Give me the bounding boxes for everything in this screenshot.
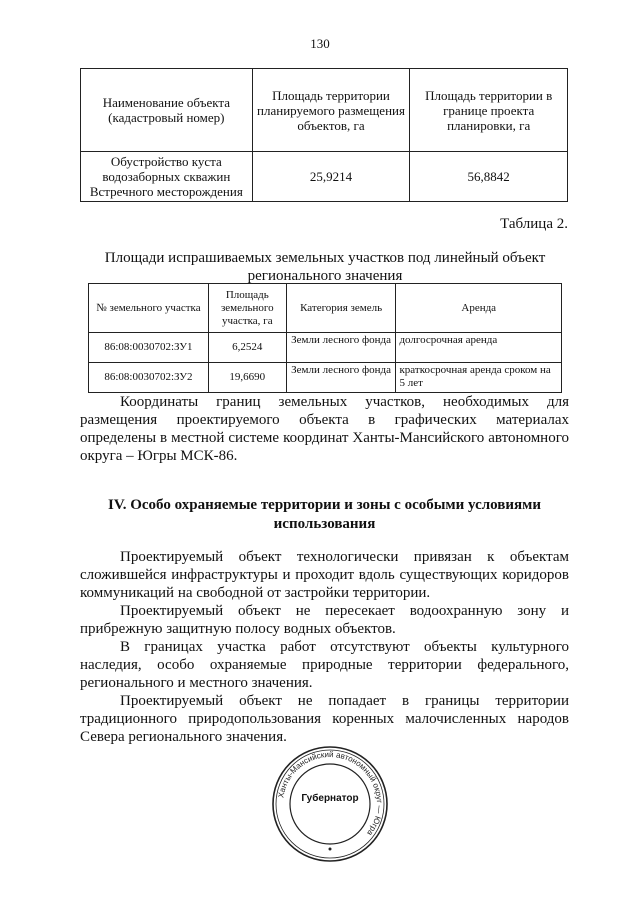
land-plots-table [88, 283, 562, 393]
table-row [89, 363, 562, 393]
table-cell: 19,6690 [208, 363, 286, 393]
table-cell: 86:08:0030702:ЗУ1 [89, 333, 209, 363]
table-cell: 6,2524 [208, 333, 286, 363]
table-cell: Земли лесного фонда [286, 333, 396, 363]
table-cell: Обустройство куста водозаборных скважин Встречного месторождения [81, 152, 253, 202]
table-row [81, 152, 568, 202]
section-heading: IV. Особо охраняемые территории и зоны с особыми условиями использования [107, 497, 541, 532]
table-label: Таблица 2. [500, 216, 568, 232]
area-table [80, 68, 568, 202]
page-number: 130 [310, 36, 330, 51]
table-cell: 86:08:0030702:ЗУ2 [89, 363, 209, 393]
stamp-ring-textpath: Ханты-Мансийский автономный округ — Югра [276, 749, 385, 838]
table-header-cell: Аренда [396, 284, 562, 333]
table-cell: долгосрочная аренда [396, 333, 562, 363]
body-paragraph: Проектируемый объект не пересекает водоохранную зону и прибрежную защитную полосу водных объектов. [80, 603, 569, 637]
table-cell: 25,9214 [252, 152, 410, 202]
table-header-row [81, 69, 568, 152]
body-paragraph: Проектируемый объект технологически привязан к объектам сложившейся инфраструктуры и проходит вдоль существующих коридоров коммуникаций на свободной от застройки территории. [80, 549, 569, 601]
table-cell: краткосрочная аренда сроком на 5 лет [396, 363, 562, 393]
table-cell: Земли лесного фонда [286, 363, 396, 393]
table-header-row [89, 284, 562, 333]
table-header-cell: Площадь территории в границе проекта планировки, га [410, 69, 568, 152]
body-paragraph: Проектируемый объект не попадает в границы территории традиционного природопользования коренных малочисленных народов Севера регионального значения. [80, 693, 569, 745]
table-header-cell: Площадь земельного участка, га [208, 284, 286, 333]
official-stamp [271, 745, 389, 863]
table-cell: 56,8842 [410, 152, 568, 202]
stamp-dot [329, 848, 332, 851]
body-paragraph: В границах участка работ отсутствуют объекты культурного наследия, особо охраняемые природные территории федерального, регионального и местного значения. [80, 639, 569, 691]
table-title: Площади испрашиваемых земельных участков под линейный объект регионального значения [104, 250, 546, 284]
table-header-cell: № земельного участка [89, 284, 209, 333]
table-header-cell: Площадь территории планируемого размещения объектов, га [252, 69, 410, 152]
stamp-rings [271, 745, 389, 863]
table-header-cell: Наименование объекта (кадастровый номер) [81, 69, 253, 152]
coordinates-paragraph: Координаты границ земельных участков, необходимых для размещения проектируемого объекта в графических материалах определены в местной системе координат Ханты-Мансийского автономного округа – Югры МСК-86. [80, 394, 569, 464]
table-row [89, 333, 562, 363]
table-header-cell: Категория земель [286, 284, 396, 333]
stamp-center-text: Губернатор [301, 793, 359, 804]
